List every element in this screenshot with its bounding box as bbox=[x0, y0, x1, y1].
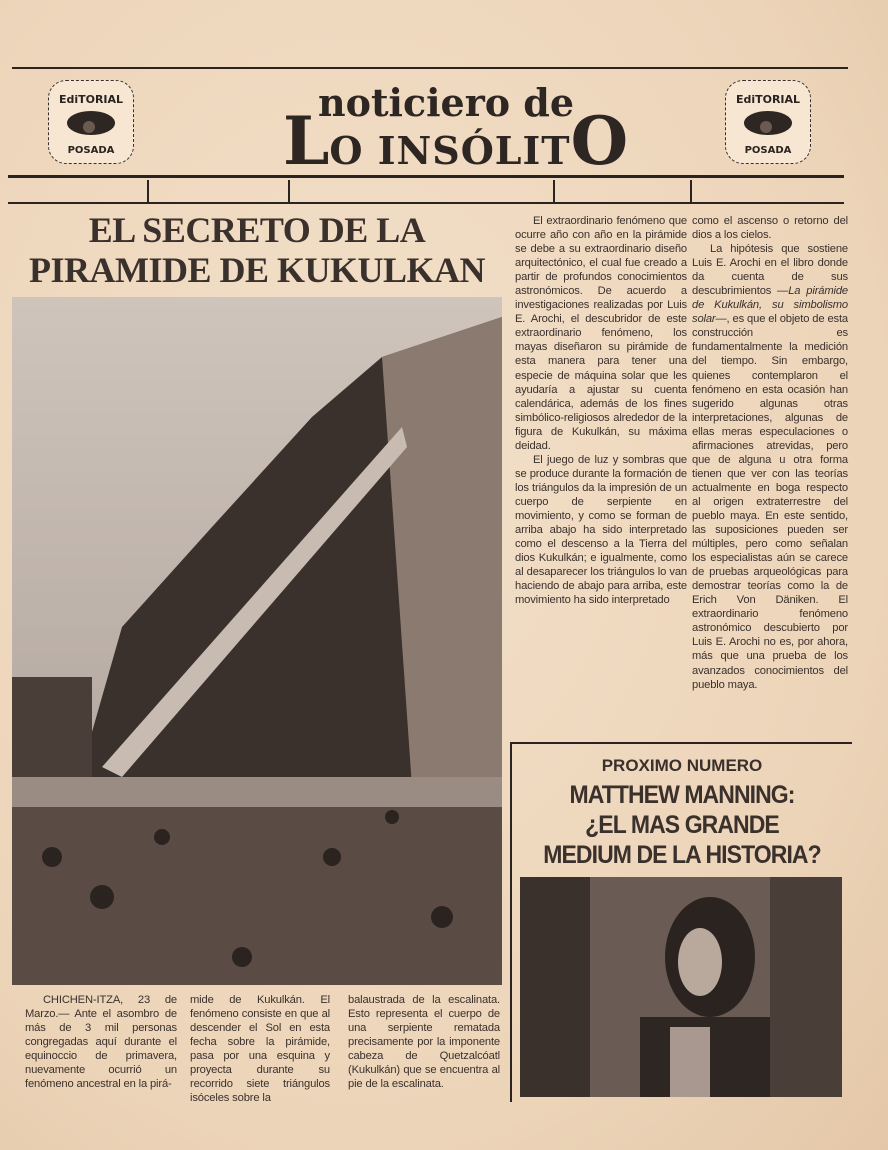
divider-tick bbox=[690, 180, 692, 202]
article-paragraph: como el ascenso o retorno del dios a los cielos. bbox=[692, 215, 848, 242]
divider-tick bbox=[553, 180, 555, 202]
title-line: MEDIUM DE LA HISTORIA? bbox=[543, 841, 821, 869]
masthead-lower-rule bbox=[8, 202, 844, 204]
divider-tick bbox=[147, 180, 149, 202]
masthead-top-rule bbox=[12, 67, 848, 69]
article-paragraph bbox=[692, 242, 848, 692]
editorial-posada-logo-left bbox=[48, 80, 134, 164]
article-paragraph: mide de Kukulkán. El fenómeno consiste en que al descender el Sol en esta fecha sobre la pirámide, pasa por una esquina y proyecta durante su recorrido siete triángulos isóceles sobre la bbox=[190, 994, 330, 1105]
book-title: —La pirámide de Kukulkán, su simbolismo solar— bbox=[692, 285, 849, 326]
text: La hipótesis que sostiene Luis E. Arochi en el libro donde da cuenta de sus descubrimientos bbox=[692, 243, 848, 298]
masthead-bottom-rule bbox=[8, 175, 844, 178]
article-paragraph: El juego de luz y sombras que se produce durante la formación de los triángulos da la impresión de un cuerpo de serpiente en movimiento, y como se forman de arriba abajo ha sido interpretado como el descenso a la Tierra del dios Kukulkán; e igualmente, como al desaparecer los triángulos lo van haciendo de abajo para arriba, este movimiento ha sido interpretado bbox=[515, 453, 687, 607]
pyramid-photo bbox=[12, 297, 502, 985]
masthead-subtitle: noticiero de bbox=[318, 80, 575, 125]
svg-text:EdiTORIAL: EdiTORIAL bbox=[58, 93, 124, 106]
editorial-posada-logo-right bbox=[725, 80, 811, 164]
article-bottom-column-1 bbox=[25, 993, 177, 1091]
svg-text:POSADA: POSADA bbox=[744, 145, 792, 156]
next-issue-label: PROXIMO NUMERO bbox=[601, 756, 763, 775]
article-paragraph: El extraordinario fenómeno que ocurre año con año en la pirámide se debe a su extraordinario diseño arquitectónico, el cual fue creado a partir de profundos conocimientos astronómicos. De acuerdo a investigaciones realizadas por Luis E. Arochi, el descubridor de este extraordinario fenómeno, los mayas diseñaron su pirámide de esta manera para tener una especie de máquina solar que les ayudaría a ajustar su cuenta calendárica, además de los fines simbólico-religiosos alrededor de la figura de Kukulkán, su máxima deidad. bbox=[515, 215, 687, 452]
svg-text:EdiTORIAL: EdiTORIAL bbox=[735, 93, 801, 106]
article-column-1 bbox=[515, 214, 687, 607]
title-middle: O INSÓLIT bbox=[329, 128, 571, 173]
matthew-manning-photo bbox=[520, 877, 842, 1097]
article-column-2 bbox=[692, 214, 848, 692]
next-issue-title bbox=[526, 780, 839, 870]
article-paragraph: CHICHEN-ITZA, 23 de Marzo.— Ante el asombro de más de 3 mil personas congregadas aquí durante el equinoccio de primavera, nuevamente ocurrió un fenómeno ancestral en la pirá- bbox=[25, 994, 177, 1091]
text: , es que el objeto de esta construcción es fundamentalmente la medición del tiempo. Sin embargo, quienes contemplaron el fenómeno en esta ocasión han sugerido algunas otras interpretaciones, algunas de ellas meras especulaciones o afirmaciones atrevidas, pero que de alguna u otra forma tienen que ver con las teorías actualmente en boga respecto al origen extraterrestre del pueblo maya. En este sentido, las suposiciones pueden ser múltiples, pero como señalan los especialistas aún se carece de pruebas arqueológicas para demostrar teorías como la de Erich Von Däniken. El extraordinario fenómeno astronómico descubierto por Luis E. Arochi no es, por ahora, más que una prueba de los avanzados conocimientos del pueblo maya. bbox=[692, 313, 848, 691]
article-bottom-column-3 bbox=[348, 993, 500, 1091]
article-bottom-column-2 bbox=[190, 993, 330, 1105]
svg-text:POSADA: POSADA bbox=[67, 145, 115, 156]
title-letter-o: O bbox=[570, 102, 629, 180]
next-issue-box bbox=[510, 742, 852, 1102]
title-line: MATTHEW MANNING: bbox=[569, 781, 795, 809]
title-line: ¿EL MAS GRANDE bbox=[585, 811, 779, 839]
article-headline: EL SECRETO DE LA PIRAMIDE DE KUKULKAN bbox=[28, 210, 485, 290]
title-letter-l: L bbox=[283, 102, 330, 180]
divider-tick bbox=[288, 180, 290, 202]
article-paragraph: balaustrada de la escalinata. Esto representa el cuerpo de una serpiente rematada precisamente por la imponente cabeza de Quetzalcóatl (Kukulkán) que se encuentra al pie de la escalinata. bbox=[348, 994, 500, 1091]
